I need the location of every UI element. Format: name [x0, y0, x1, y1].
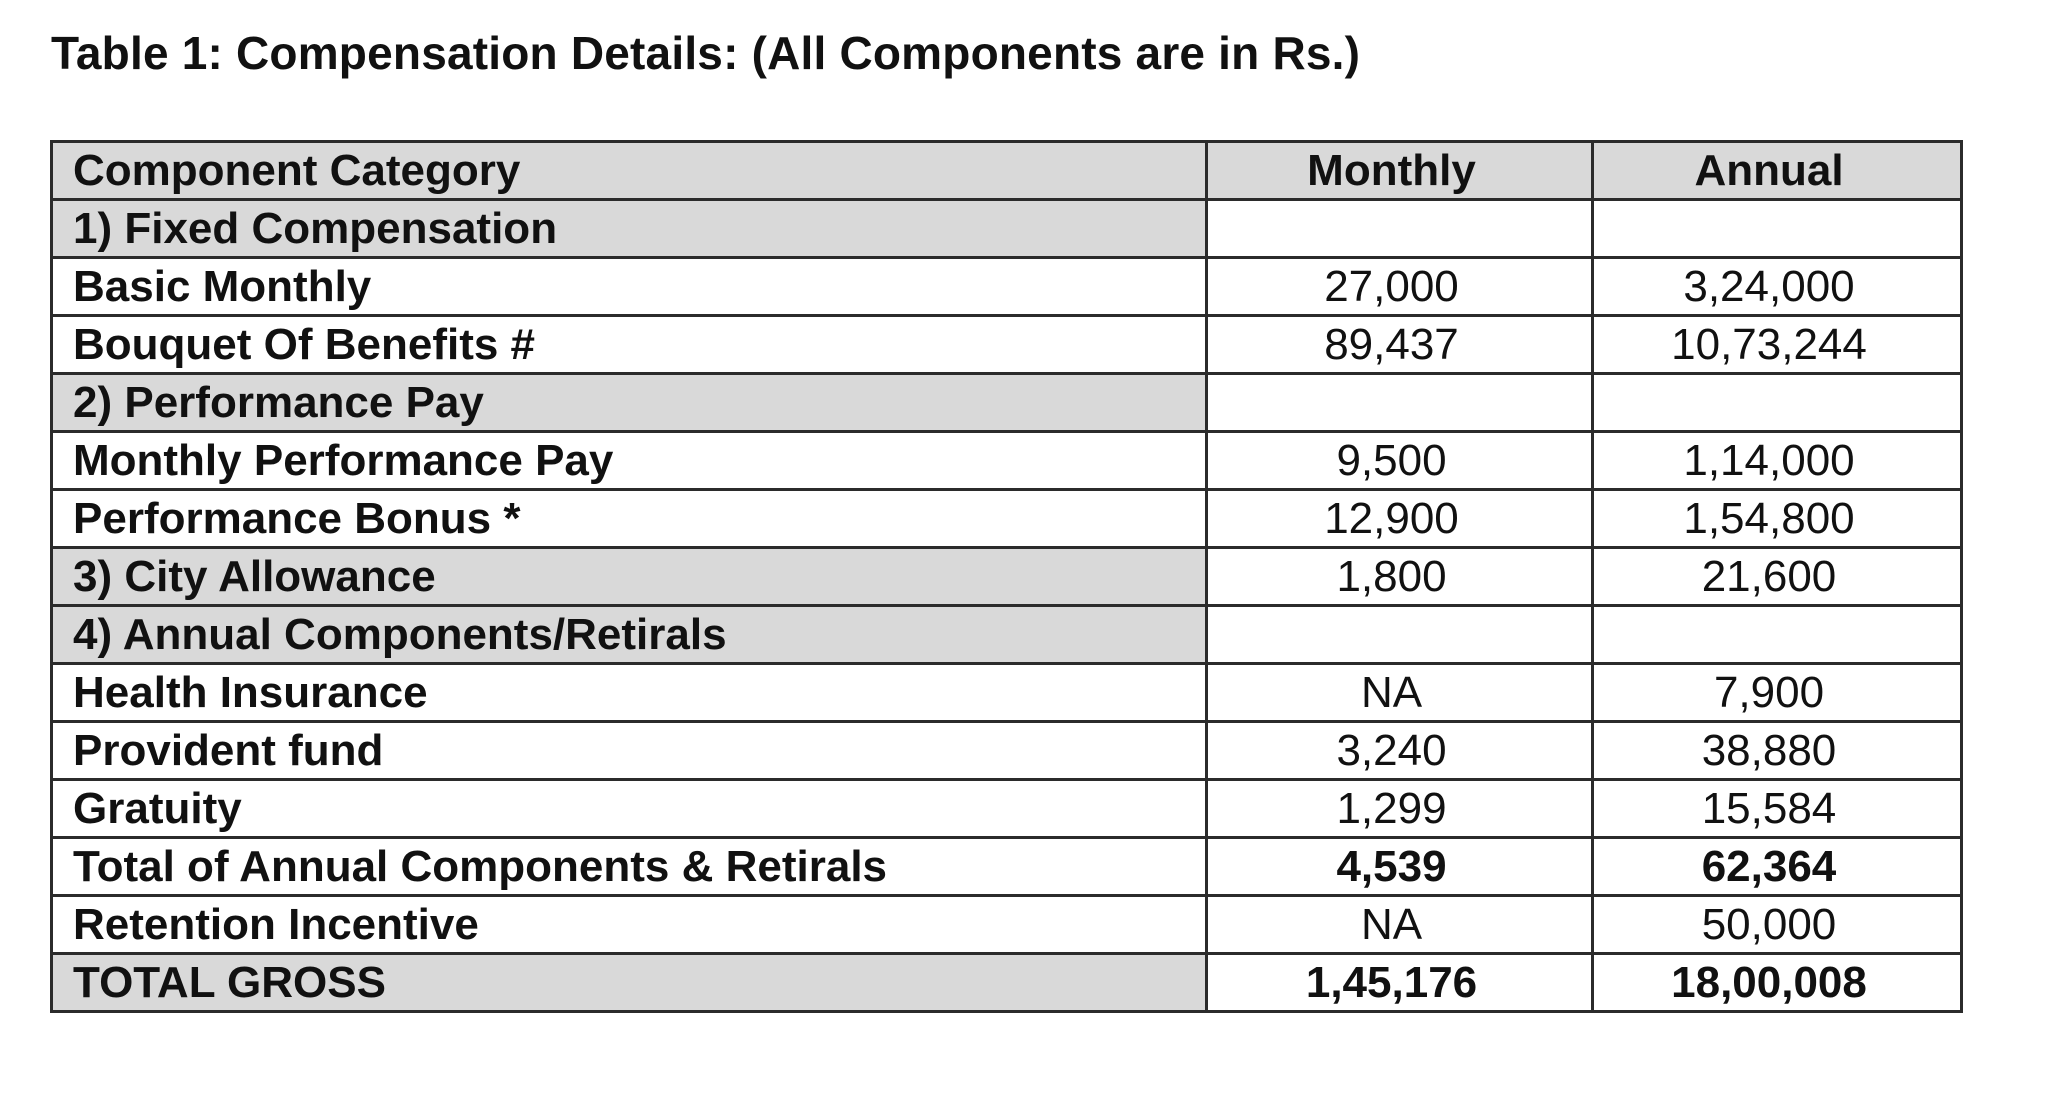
- table-row-total-gross: [52, 954, 1962, 1012]
- table-row-retention-incentive: [52, 896, 1962, 954]
- row-label: Gratuity: [52, 780, 1207, 838]
- header-monthly: Monthly: [1207, 142, 1593, 200]
- monthly-cell: [1207, 606, 1593, 664]
- table-title: Table 1: Compensation Details: (All Components are in Rs.): [51, 27, 1361, 79]
- row-label: Bouquet Of Benefits #: [52, 316, 1207, 374]
- row-label: Monthly Performance Pay: [52, 432, 1207, 490]
- table-header-row: [52, 142, 1962, 200]
- row-label: Total of Annual Components & Retirals: [52, 838, 1207, 896]
- monthly-cell: 27,000: [1207, 258, 1593, 316]
- table-row-bouquet-of-benefits: [52, 316, 1962, 374]
- annual-cell: [1593, 374, 1962, 432]
- row-label: Retention Incentive: [52, 896, 1207, 954]
- table-row-provident-fund: [52, 722, 1962, 780]
- compensation-table: [50, 140, 1963, 1013]
- row-label: 4) Annual Components/Retirals: [52, 606, 1207, 664]
- row-label: 2) Performance Pay: [52, 374, 1207, 432]
- table-row-total-annual-components: [52, 838, 1962, 896]
- monthly-cell: 9,500: [1207, 432, 1593, 490]
- monthly-cell: 3,240: [1207, 722, 1593, 780]
- row-label: Health Insurance: [52, 664, 1207, 722]
- annual-cell: 1,54,800: [1593, 490, 1962, 548]
- annual-cell: 18,00,008: [1593, 954, 1962, 1012]
- row-label: TOTAL GROSS: [52, 954, 1207, 1012]
- table-row-monthly-performance-pay: [52, 432, 1962, 490]
- monthly-cell: 89,437: [1207, 316, 1593, 374]
- monthly-cell: 1,45,176: [1207, 954, 1593, 1012]
- annual-cell: 21,600: [1593, 548, 1962, 606]
- annual-cell: 50,000: [1593, 896, 1962, 954]
- monthly-cell: 4,539: [1207, 838, 1593, 896]
- annual-cell: 38,880: [1593, 722, 1962, 780]
- annual-cell: 1,14,000: [1593, 432, 1962, 490]
- annual-cell: [1593, 606, 1962, 664]
- table-row-basic-monthly: [52, 258, 1962, 316]
- annual-cell: 15,584: [1593, 780, 1962, 838]
- header-component-category: Component Category: [52, 142, 1207, 200]
- monthly-cell: [1207, 374, 1593, 432]
- annual-cell: 7,900: [1593, 664, 1962, 722]
- row-label: Performance Bonus *: [52, 490, 1207, 548]
- row-label: Basic Monthly: [52, 258, 1207, 316]
- monthly-cell: NA: [1207, 664, 1593, 722]
- section-row-annual-components: [52, 606, 1962, 664]
- monthly-cell: 1,299: [1207, 780, 1593, 838]
- table-row-gratuity: [52, 780, 1962, 838]
- section-row-city-allowance: [52, 548, 1962, 606]
- table-row-health-insurance: [52, 664, 1962, 722]
- annual-cell: [1593, 200, 1962, 258]
- row-label: Provident fund: [52, 722, 1207, 780]
- monthly-cell: [1207, 200, 1593, 258]
- row-label: 3) City Allowance: [52, 548, 1207, 606]
- section-row-fixed-compensation: [52, 200, 1962, 258]
- table-row-performance-bonus: [52, 490, 1962, 548]
- section-row-performance-pay: [52, 374, 1962, 432]
- monthly-cell: NA: [1207, 896, 1593, 954]
- row-label: 1) Fixed Compensation: [52, 200, 1207, 258]
- annual-cell: 10,73,244: [1593, 316, 1962, 374]
- monthly-cell: 1,800: [1207, 548, 1593, 606]
- annual-cell: 3,24,000: [1593, 258, 1962, 316]
- header-annual: Annual: [1593, 142, 1962, 200]
- monthly-cell: 12,900: [1207, 490, 1593, 548]
- annual-cell: 62,364: [1593, 838, 1962, 896]
